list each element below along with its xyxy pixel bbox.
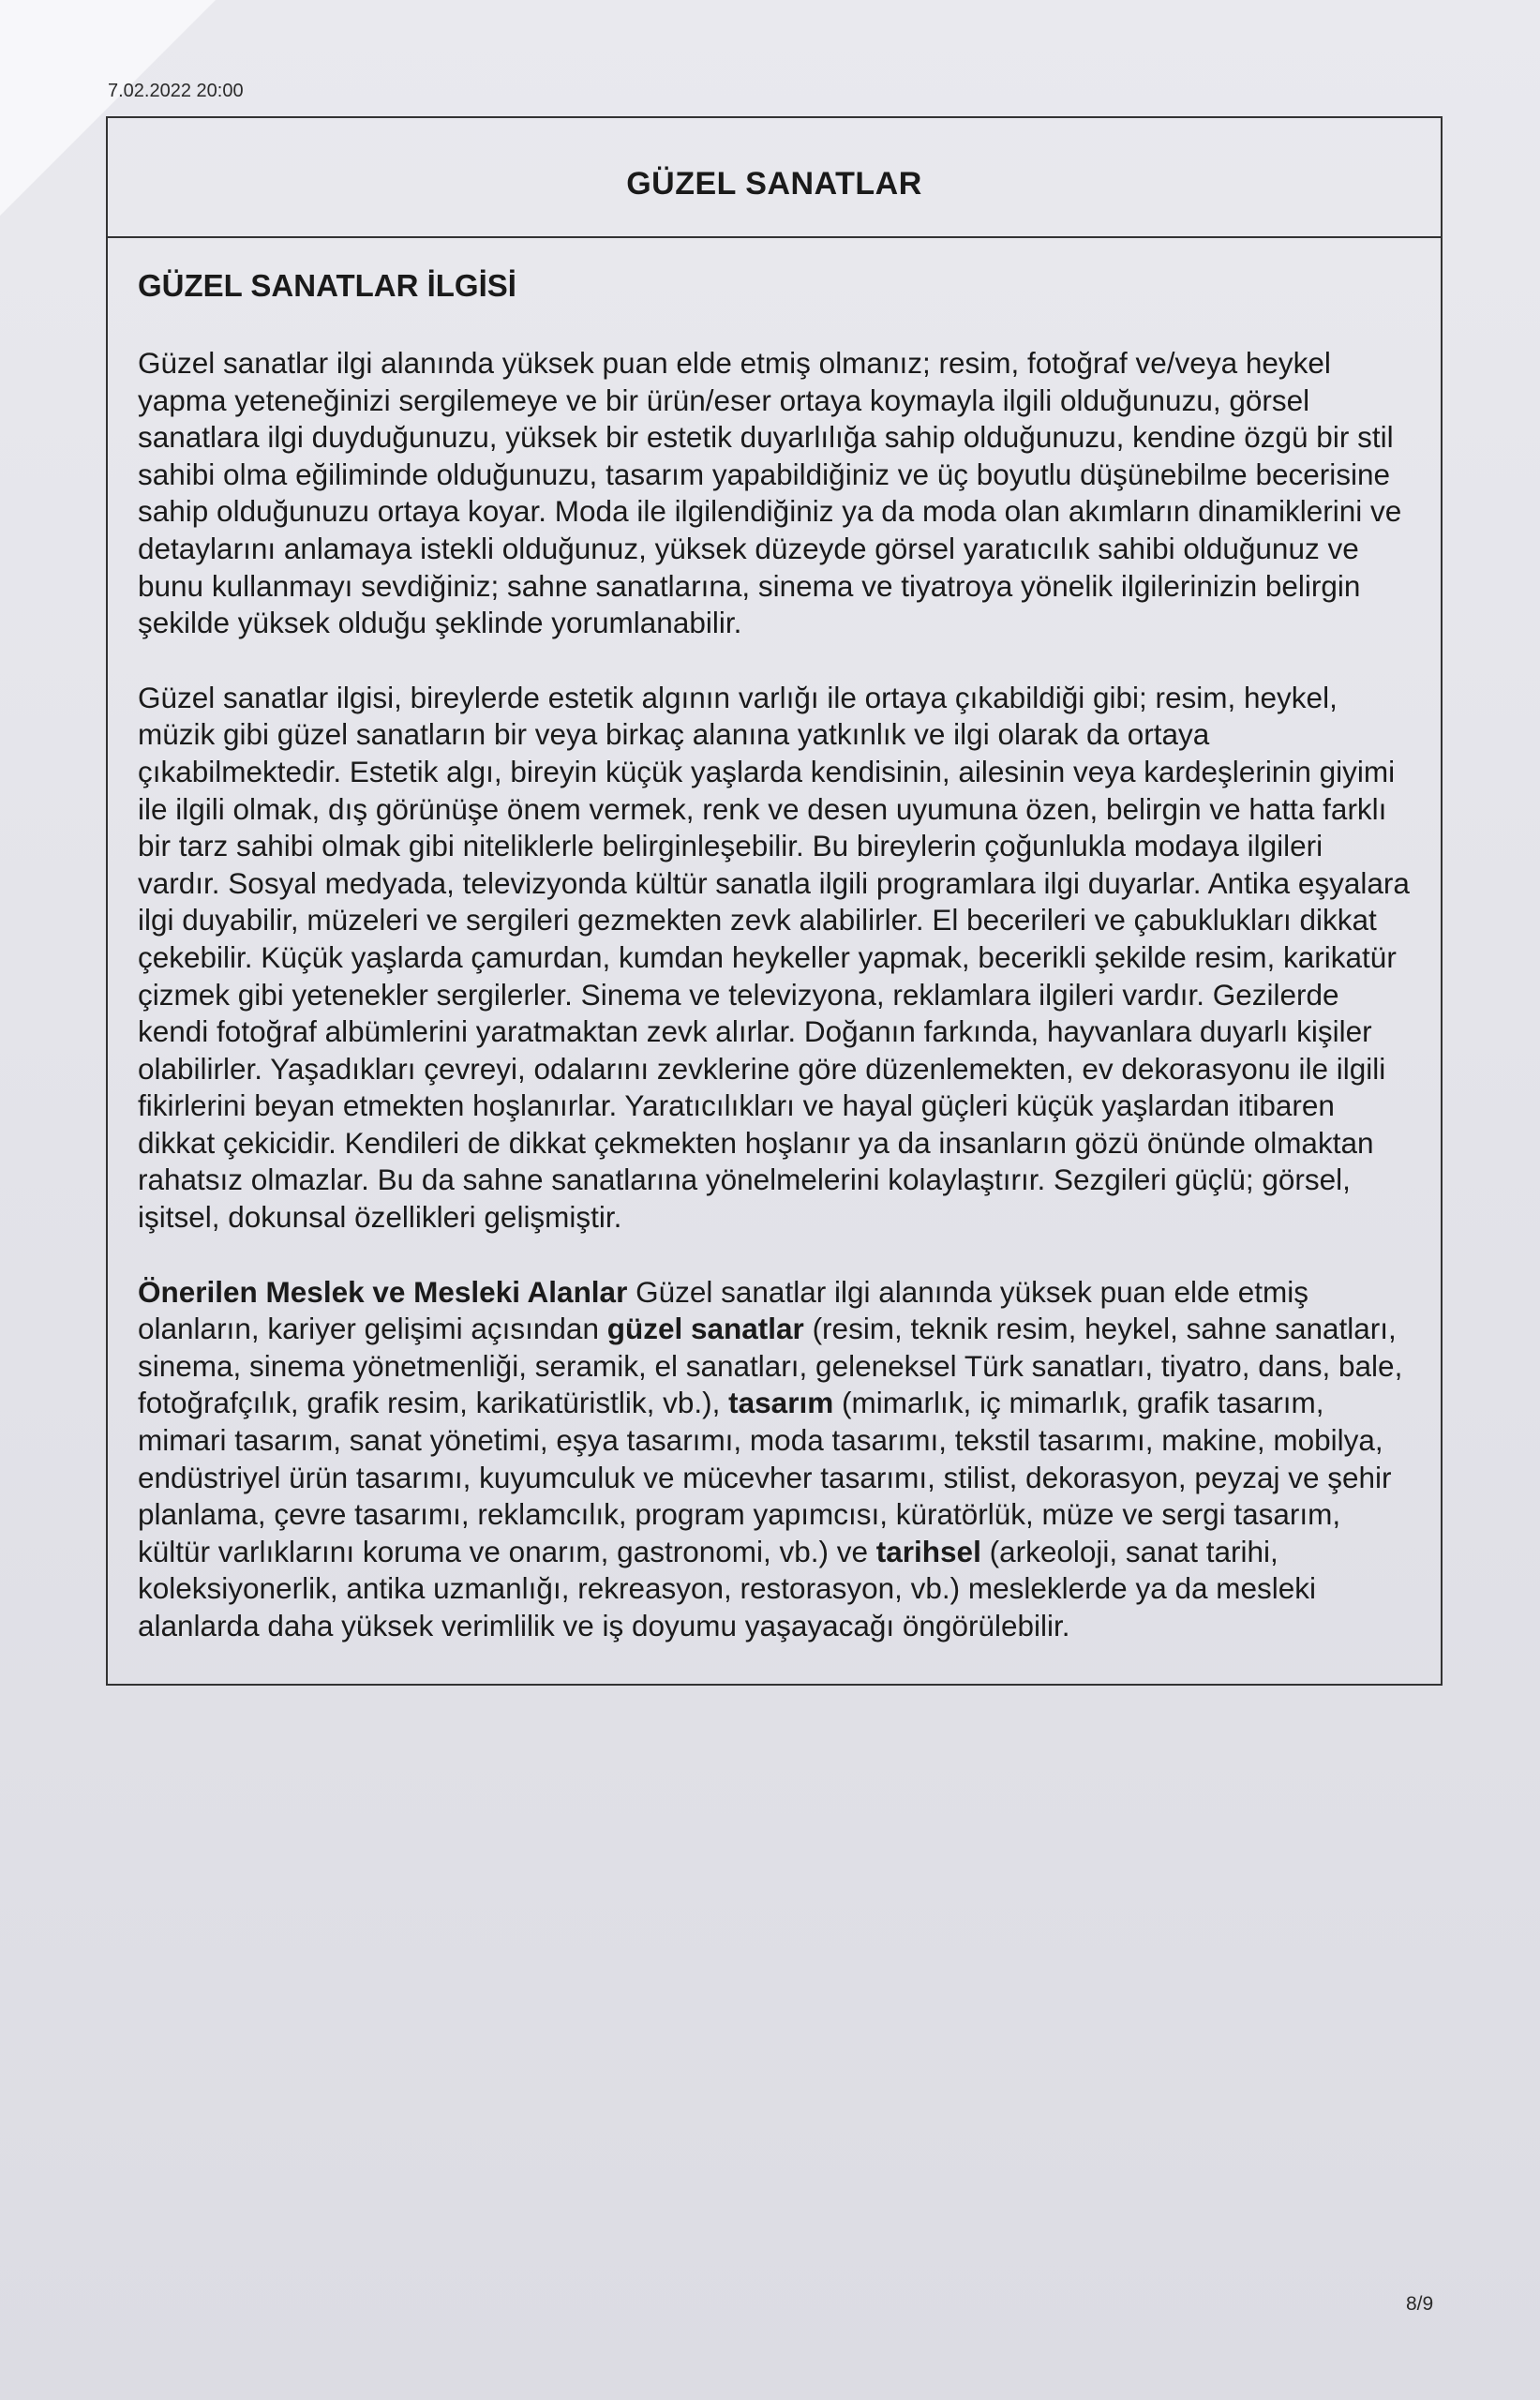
content-frame [106, 116, 1443, 1686]
careers-text-3: (mimarlık, iç mimarlık, grafik tasarım, mimari tasarım, sanat yönetimi, eşya tasarımı, moda tasarımı, tekstil tasarımı, makine, mobilya, endüstriyel ürün tasarımı, kuyumculuk ve mücevher tasarımı, stilist, dekorasyon, peyzaj ve şehir planlama, çevre tasarımı, reklamcılık, program yapımcısı, küratörlük, müze ve sergi tasarım, kültür varlıklarını koruma ve onarım, gastronomi, vb.) ve [138, 1386, 1392, 1568]
page-title: GÜZEL SANATLAR [626, 165, 922, 202]
page-number: 8/9 [1406, 2293, 1434, 2315]
header-band [108, 118, 1441, 238]
paragraph-recommended-careers [138, 1274, 1411, 1645]
careers-text-2: (resim, teknik resim, heykel, sahne sanatları, sinema, sinema yönetmenliği, seramik, el sanatları, geleneksel Türk sanatları, tiyatro, dans, bale, fotoğrafçılık, grafik resim, karikatüristlik, vb.), [138, 1312, 1403, 1420]
content-body [108, 238, 1441, 1645]
careers-bold-historical: tarihsel [875, 1534, 981, 1568]
print-date: 7.02.2022 20:00 [108, 81, 244, 101]
paragraph-interest-summary: Güzel sanatlar ilgi alanında yüksek puan elde etmiş olmanız; resim, fotoğraf ve/veya heykel yapma yeteneğinizi sergilemeye ve bir ürün/eser ortaya koymayla ilgili olduğunuzu, görsel sanatlara ilgi duyduğunuzu, yüksek bir estetik duyarlılığa sahip olduğunuzu, kendine özgü bir stil sahibi olma eğiliminde olduğunuzu, tasarım yapabildiğiniz ve üç boyutlu düşünebilme becerisine sahip olduğunuzu ortaya koyar. Moda ile ilgilendiğiniz ya da moda olan akımların dinamiklerini ve detaylarını anlamaya istekli olduğunuz, yüksek düzeyde görsel yaratıcılık sahibi olduğunuz ve bunu kullanmayı sevdiğiniz; sahne sanatlarına, sinema ve tiyatroya yönelik ilgilerinizin belirgin şekilde yüksek olduğu şeklinde yorumlanabilir. [138, 346, 1402, 640]
careers-bold-design: tasarım [728, 1386, 834, 1420]
paragraph-interest-traits: Güzel sanatlar ilgisi, bireylerde estetik algının varlığı ile ortaya çıkabildiği gibi; resim, heykel, müzik gibi güzel sanatların bir veya birkaç alanına yatkınlık ve ilgi olarak da ortaya çıkabilmektedir. Estetik algı, bireyin küçük yaşlarda kendisinin, ailesinin veya kardeşlerinin giyimi ile ilgili olmak, dış görünüşe önem vermek, renk ve desen uyumuna özen, belirgin ve hatta farklı bir tarz sahibi olmak gibi niteliklerle belirginleşebilir. Bu bireylerin çoğunlukla modaya ilgileri vardır. Sosyal medyada, televizyonda kültür sanatla ilgili programlara ilgi duyarlar. Antika eşyalara ilgi duyabilir, müzeleri ve sergileri gezmekten zevk alabilirler. El becerileri ve çabuklukları dikkat çekebilir. Küçük yaşlarda çamurdan, kumdan heykeller yapmak, becerikli şekilde resim, karikatür çizmek gibi yetenekler sergilerler. Sinema ve televizyona, reklamlara ilgileri vardır. Gezilerde kendi fotoğraf albümlerini yaratmaktan zevk alırlar. Doğanın farkında, hayvanlara duyarlı kişiler olabilirler. Yaşadıkları çevreyi, odalarını zevklerine göre düzenlemekten, ev dekorasyonu ile ilgili fikirlerini beyan etmekten hoşlanırlar. Yaratıcılıkları ve hayal güçleri küçük yaşlardan itibaren dikkat çekicidir. Kendileri de dikkat çekmekten hoşlanır ya da insanların gözü önünde olmaktan rahatsız olmazlar. Bu da sahne sanatlarına yönelmelerini kolaylaştırır. Sezgileri güçlü; görsel, işitsel, dokunsal özellikleri gelişmiştir. [138, 680, 1410, 1235]
careers-text-1: Güzel sanatlar ilgi alanında yüksek puan elde etmiş olanların, kariyer gelişimi açısından [138, 1274, 1309, 1346]
section-title: GÜZEL SANATLAR İLGİSİ [138, 268, 516, 303]
careers-text-4: (arkeoloji, sanat tarihi, koleksiyonerlik, antika uzmanlığı, rekreasyon, restorasyon, vb.) mesleklerde ya da mesleki alanlarda daha yüksek verimlilik ve iş doyumu yaşayacağı öngörülebilir. [138, 1534, 1317, 1642]
recommended-careers-heading: Önerilen Meslek ve Mesleki Alanlar [138, 1274, 628, 1309]
careers-bold-fine-arts: güzel sanatlar [606, 1312, 804, 1346]
